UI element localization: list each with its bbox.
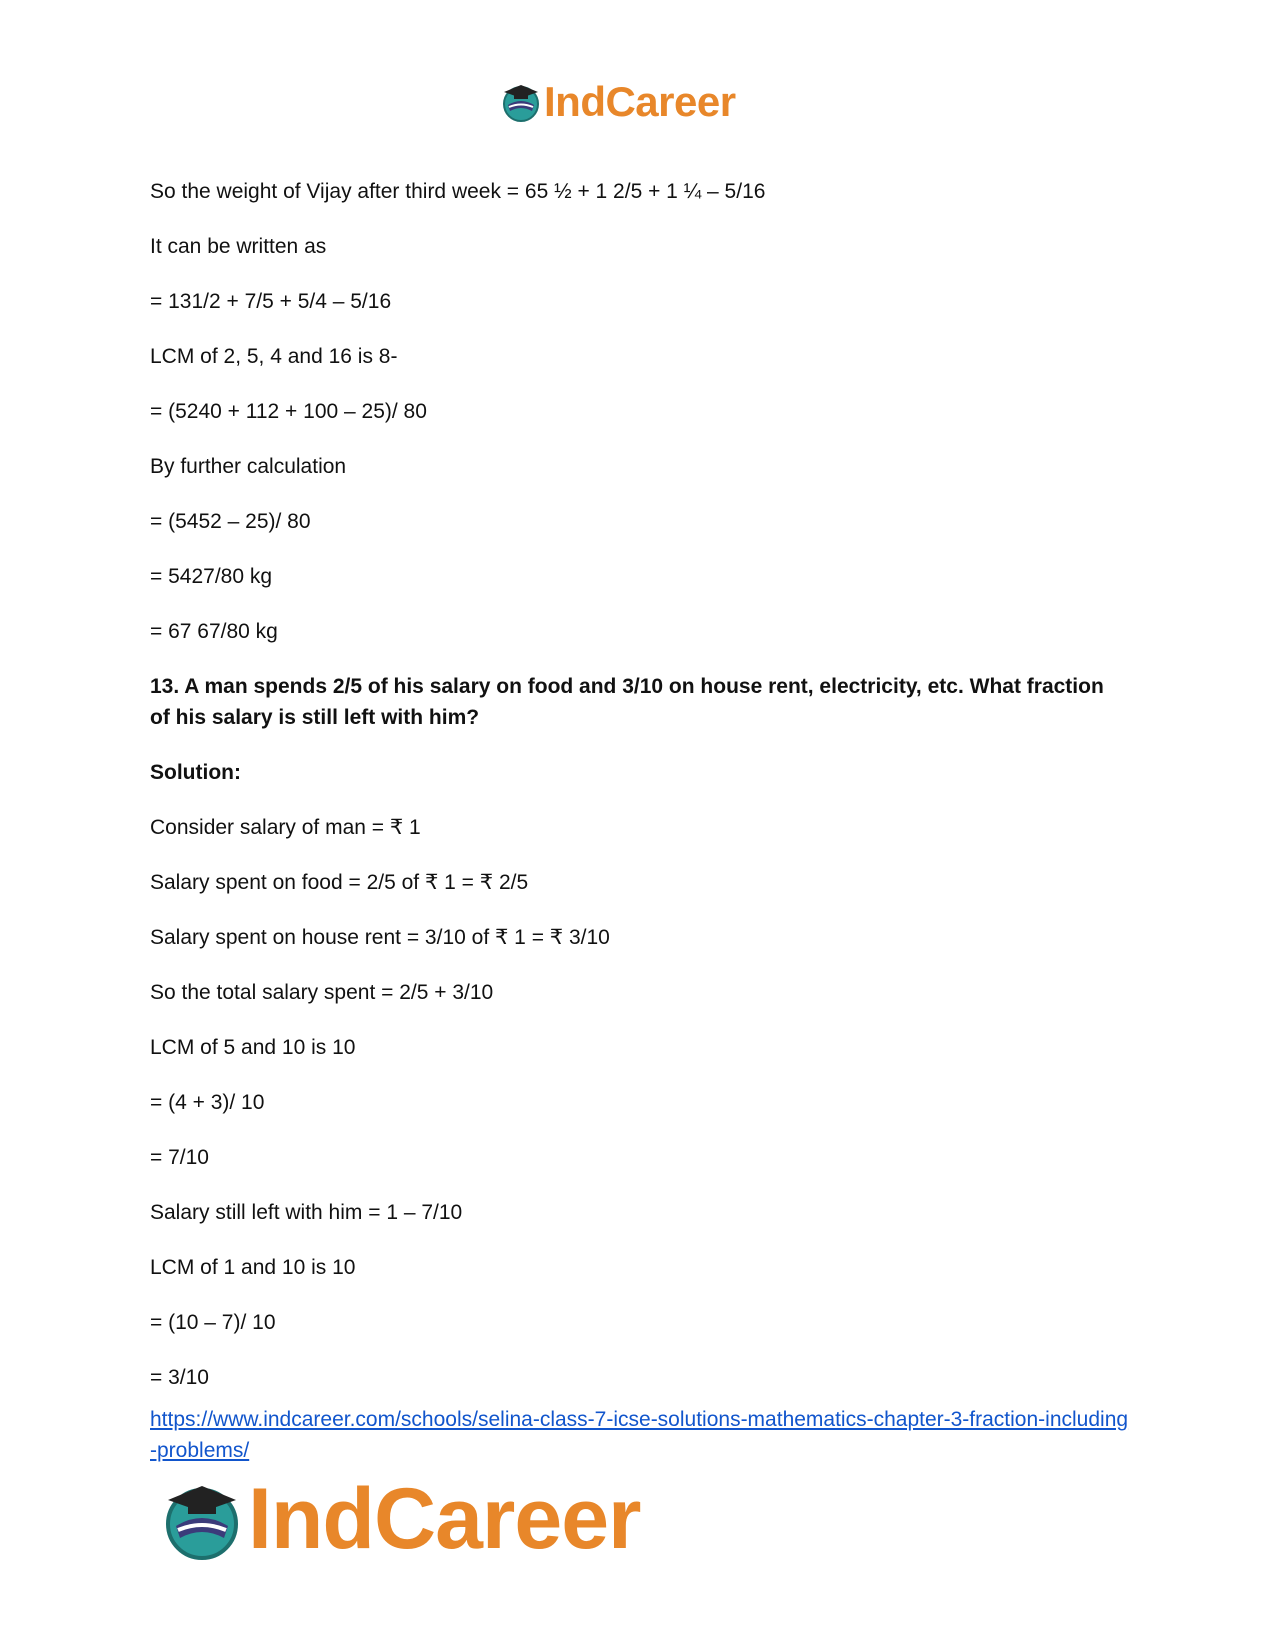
solution-line: Consider salary of man = ₹ 1	[150, 816, 421, 839]
question-heading: 13. A man spends 2/5 of his salary on food and 3/10 on house rent, electricity, etc. What fraction of his salary is still left with him?	[150, 675, 1104, 729]
text-line: LCM of 2, 5, 4 and 16 is 8-	[150, 345, 398, 368]
text-line: It can be written as	[150, 235, 327, 258]
text-line: = (5452 – 25)/ 80	[150, 510, 311, 533]
footer-logo	[160, 1470, 641, 1569]
graduation-globe-icon	[500, 81, 542, 123]
graduation-globe-icon	[160, 1478, 244, 1562]
header-logo	[500, 78, 736, 126]
solution-line: LCM of 1 and 10 is 10	[150, 1256, 356, 1279]
logo-text: IndCareer	[248, 1471, 641, 1567]
solution-line: So the total salary spent = 2/5 + 3/10	[150, 981, 494, 1004]
solution-line: = (10 – 7)/ 10	[150, 1311, 276, 1334]
text-line: = 67 67/80 kg	[150, 620, 278, 643]
solution-line: Salary spent on house rent = 3/10 of ₹ 1 = ₹ 3/10	[150, 926, 610, 949]
solution-line: = 7/10	[150, 1146, 209, 1169]
text-line: By further calculation	[150, 455, 347, 478]
logo-text: IndCareer	[544, 78, 736, 125]
source-link[interactable]: https://www.indcareer.com/schools/selina-class-7-icse-solutions-mathematics-chapter-3-fraction-including-problems/	[150, 1408, 1129, 1462]
solution-line: Salary spent on food = 2/5 of ₹ 1 = ₹ 2/5	[150, 871, 529, 894]
solution-label: Solution:	[150, 761, 241, 784]
text-line: = 131/2 + 7/5 + 5/4 – 5/16	[150, 290, 392, 313]
text-line: So the weight of Vijay after third week = 65 ½ + 1 2/5 + 1 ¼ – 5/16	[150, 180, 766, 203]
text-line: = 5427/80 kg	[150, 565, 273, 588]
solution-line: LCM of 5 and 10 is 10	[150, 1036, 356, 1059]
solution-line: = 3/10	[150, 1366, 209, 1389]
solution-line: Salary still left with him = 1 – 7/10	[150, 1201, 463, 1224]
text-line: = (5240 + 112 + 100 – 25)/ 80	[150, 400, 427, 423]
solution-line: = (4 + 3)/ 10	[150, 1091, 265, 1114]
